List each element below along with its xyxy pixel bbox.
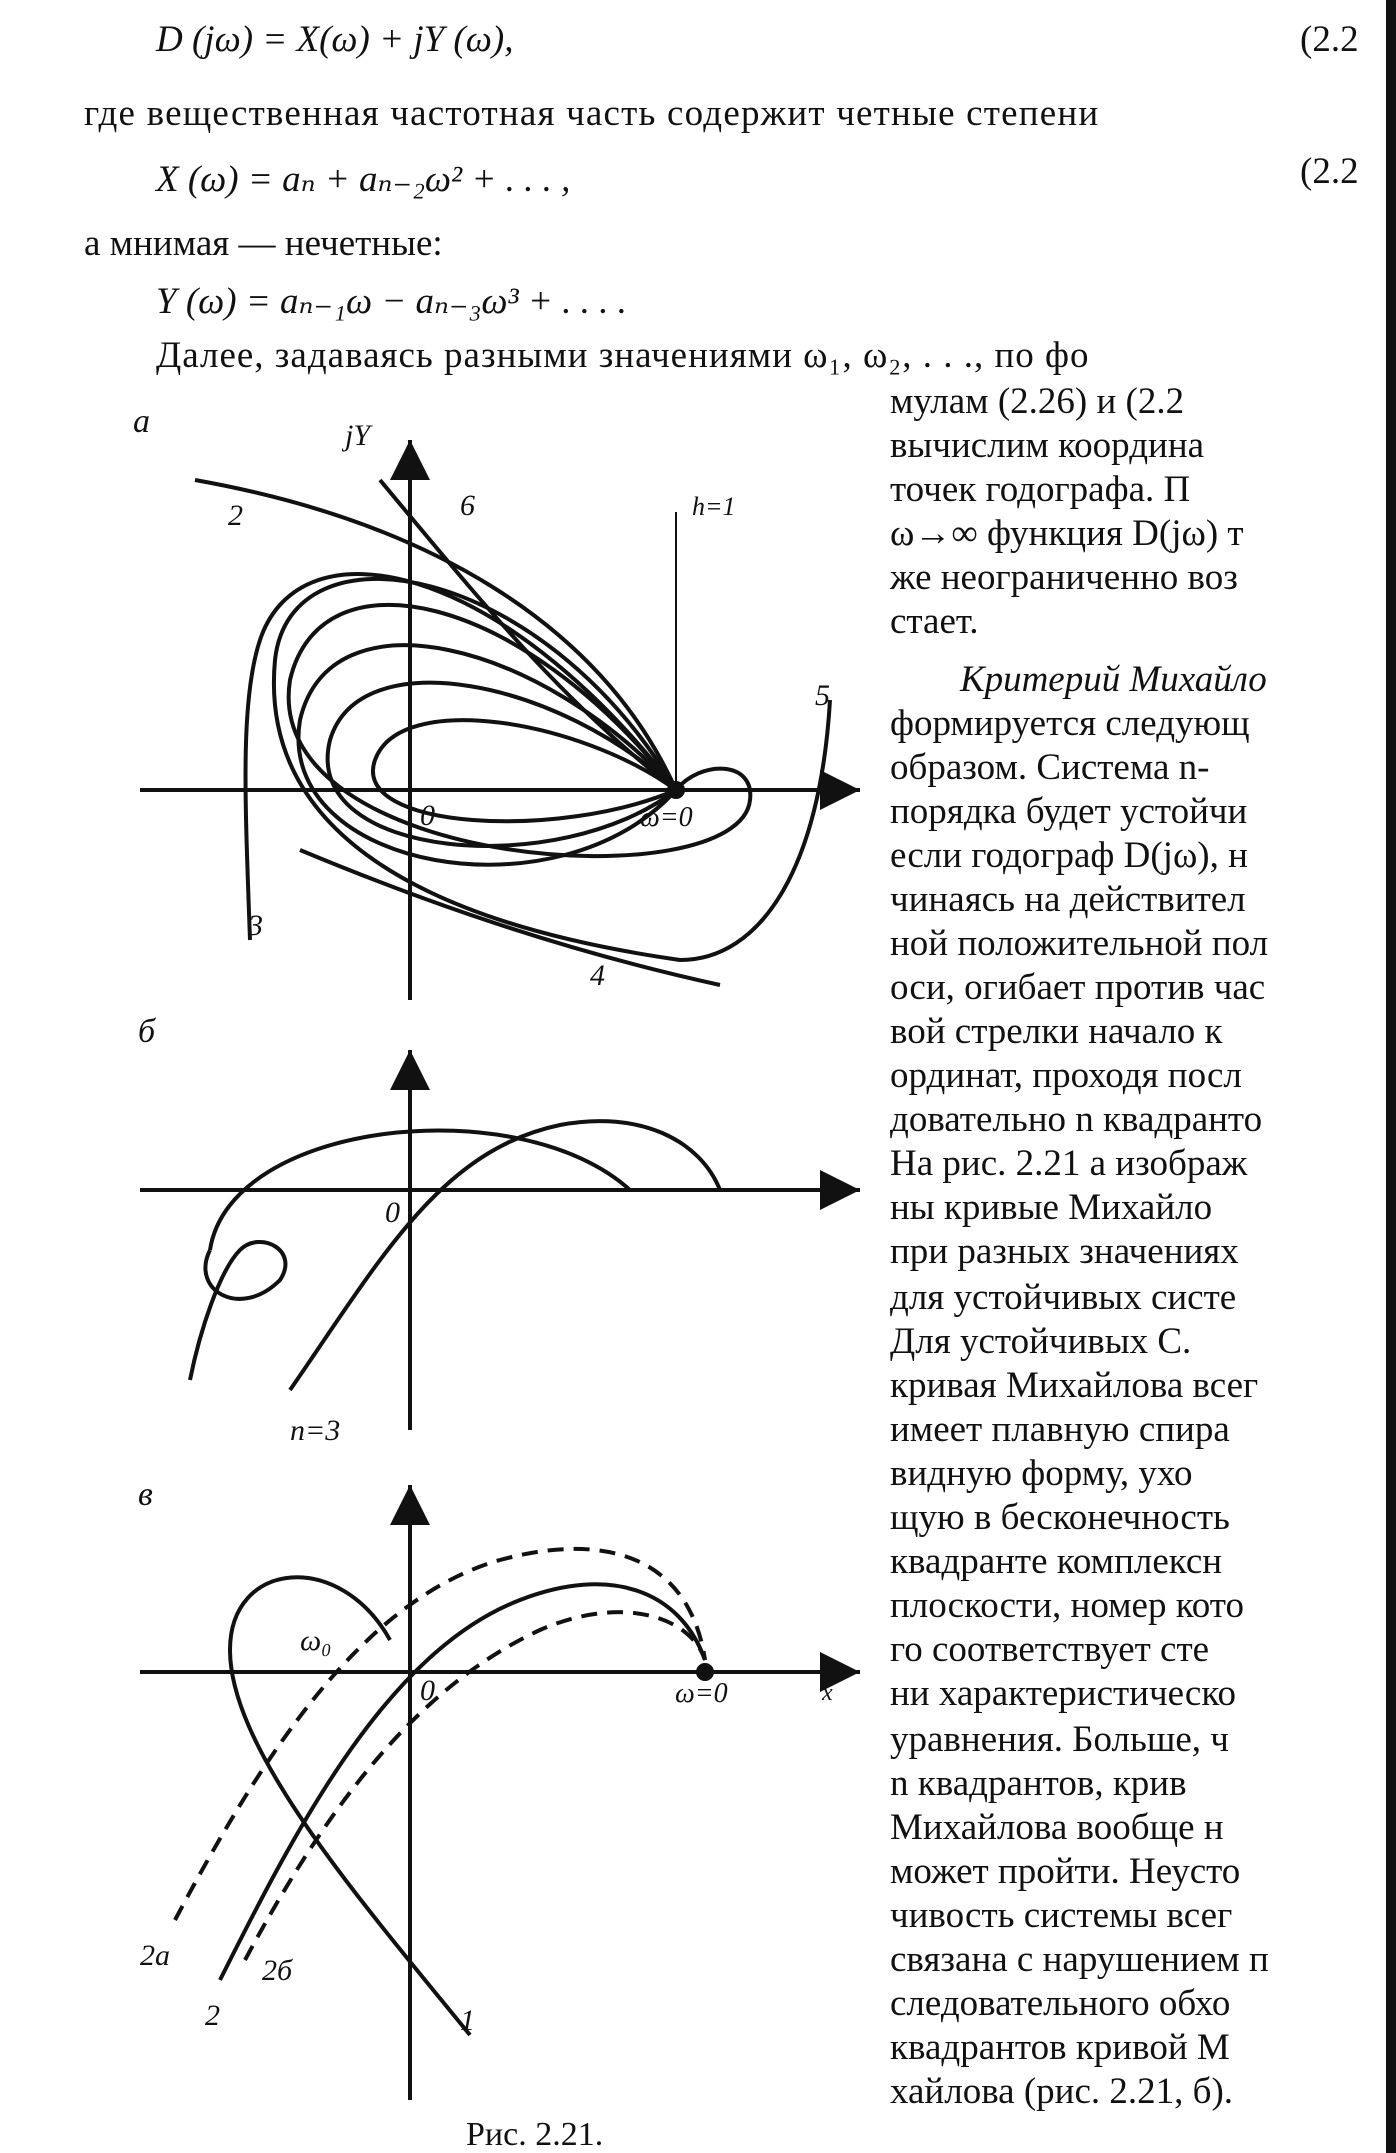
column-line: связана с нарушением п (890, 1939, 1269, 1980)
page-edge-shadow (1386, 0, 1396, 2153)
figure-panel-c (140, 1485, 860, 2100)
panel-b-n-label: n=3 (290, 1414, 341, 1447)
omega-zero-point (669, 783, 683, 797)
curve-label-6: 6 (460, 489, 475, 522)
column-line: квадрантов кривой М (890, 2027, 1230, 2068)
equation-number-2: (2.2 (1300, 151, 1359, 192)
column-line: n квадрантов, крив (890, 1763, 1187, 1804)
column-line: ω→∞ функция D(jω) т (890, 513, 1244, 554)
omega-zero-point-c (698, 1665, 712, 1679)
panel-a-n-label: h=1 (692, 492, 736, 521)
curve-label-2: 2 (228, 499, 243, 532)
panel-c-label: в (138, 1476, 153, 1513)
curve-label-1c: 1 (460, 2004, 475, 2037)
curve-6 (380, 480, 676, 790)
equation-number-1: (2.2 (1300, 19, 1359, 60)
column-line: вой стрелки начало к (890, 1011, 1223, 1052)
curve-c-2 (220, 1584, 705, 1980)
panel-a-label: а (133, 403, 150, 440)
column-line: вычислим координа (890, 425, 1205, 466)
column-line: кривая Михайлова всег (890, 1365, 1259, 1406)
column-line: мулам (2.26) и (2.2 (890, 381, 1185, 422)
column-line: квадранте комплексн (890, 1541, 1223, 1582)
column-line: ны кривые Михайло (890, 1187, 1213, 1228)
column-line: же неограниченно воз (890, 557, 1238, 598)
column-line: го соответствует сте (890, 1629, 1210, 1670)
column-line: если годограф D(jω), н (890, 835, 1248, 876)
column-line: довательно n квадранто (890, 1099, 1263, 1140)
panel-c-axis-x: x (822, 1680, 833, 1706)
curve-label-2a: 2а (140, 1939, 170, 1972)
curve-label-3: 3 (248, 909, 263, 942)
column-line: формируется следующ (890, 703, 1250, 744)
column-line: для устойчивых систе (890, 1277, 1237, 1318)
column-line: На рис. 2.21 а изображ (890, 1143, 1248, 1184)
column-line: Критерий Михайло (960, 659, 1267, 700)
column-line: уравнения. Больше, ч (890, 1719, 1229, 1760)
paragraph-line-1: где вещественная частотная часть содержит четные степени (84, 93, 1100, 134)
curve-label-4: 4 (590, 959, 605, 992)
curve-5 (274, 579, 830, 960)
column-line: щую в бесконечность (890, 1497, 1230, 1538)
column-line: ной положительной пол (890, 923, 1269, 964)
column-line: Для устойчивых С. (890, 1321, 1192, 1362)
panel-b-origin: 0 (385, 1196, 400, 1229)
column-line: может пройти. Неусто (890, 1851, 1241, 1892)
panel-a-origin: 0 (420, 799, 435, 832)
formula-x-w: X (ω) = aₙ + aₙ₋₂ω² + . . . , (156, 159, 571, 200)
curve-2 (195, 480, 676, 790)
column-line: видную форму, ухо (890, 1453, 1193, 1494)
column-line: точек годографа. П (890, 469, 1191, 510)
panel-b-label: б (138, 1013, 156, 1050)
curve-loop-3 (298, 645, 676, 864)
column-line: образом. Система n- (890, 747, 1210, 788)
panel-c-origin: 0 (420, 1674, 435, 1707)
figure-caption: Рис. 2.21. (466, 2116, 604, 2153)
panel-c-omega0: ω=0 (675, 1678, 728, 1709)
column-line: порядка будет устойчи (890, 791, 1248, 832)
formula-d-jw: D (jω) = X(ω) + jY (ω), (156, 19, 514, 60)
column-line: имеет плавную спира (890, 1409, 1230, 1450)
curve-label-2c: 2 (205, 1999, 220, 2032)
column-line: чинаясь на действител (890, 879, 1246, 920)
figure-panel-b (140, 1050, 860, 1430)
column-line: плоскости, номер кото (890, 1585, 1244, 1626)
column-line: стает. (890, 601, 979, 642)
curve-4 (300, 850, 720, 985)
formula-y-w: Y (ω) = aₙ₋₁ω − aₙ₋₃ω³ + . . . . (156, 281, 627, 322)
column-line: чивость системы всег (890, 1895, 1233, 1936)
curve-label-5: 5 (815, 679, 830, 712)
column-line: ординат, проходя посл (890, 1055, 1242, 1096)
column-line: Михайлова вообще н (890, 1807, 1224, 1848)
column-line: оси, огибает против час (890, 967, 1266, 1008)
paragraph-line-3: Далее, задаваясь разными значениями ω₁, ω₂, . . ., по фо (156, 335, 1090, 376)
panel-c-omega-c: ω₀ (300, 1624, 332, 1657)
paragraph-line-2: а мнимая — нечетные: (84, 223, 443, 264)
panel-a-omega0: ω=0 (640, 802, 693, 833)
column-line: при разных значениях (890, 1231, 1239, 1272)
curve-label-2b: 2б (262, 1954, 293, 1987)
column-line: следовательного обхо (890, 1983, 1231, 2024)
curve-c-2b (245, 1612, 705, 1960)
panel-a-axis-y: jY (345, 419, 371, 452)
column-line: ни характеристическо (890, 1673, 1236, 1714)
curve-b-loop (190, 1242, 285, 1380)
column-line: хайлова (рис. 2.21, б). (890, 2071, 1234, 2112)
curve-b-n3 (290, 1121, 720, 1390)
